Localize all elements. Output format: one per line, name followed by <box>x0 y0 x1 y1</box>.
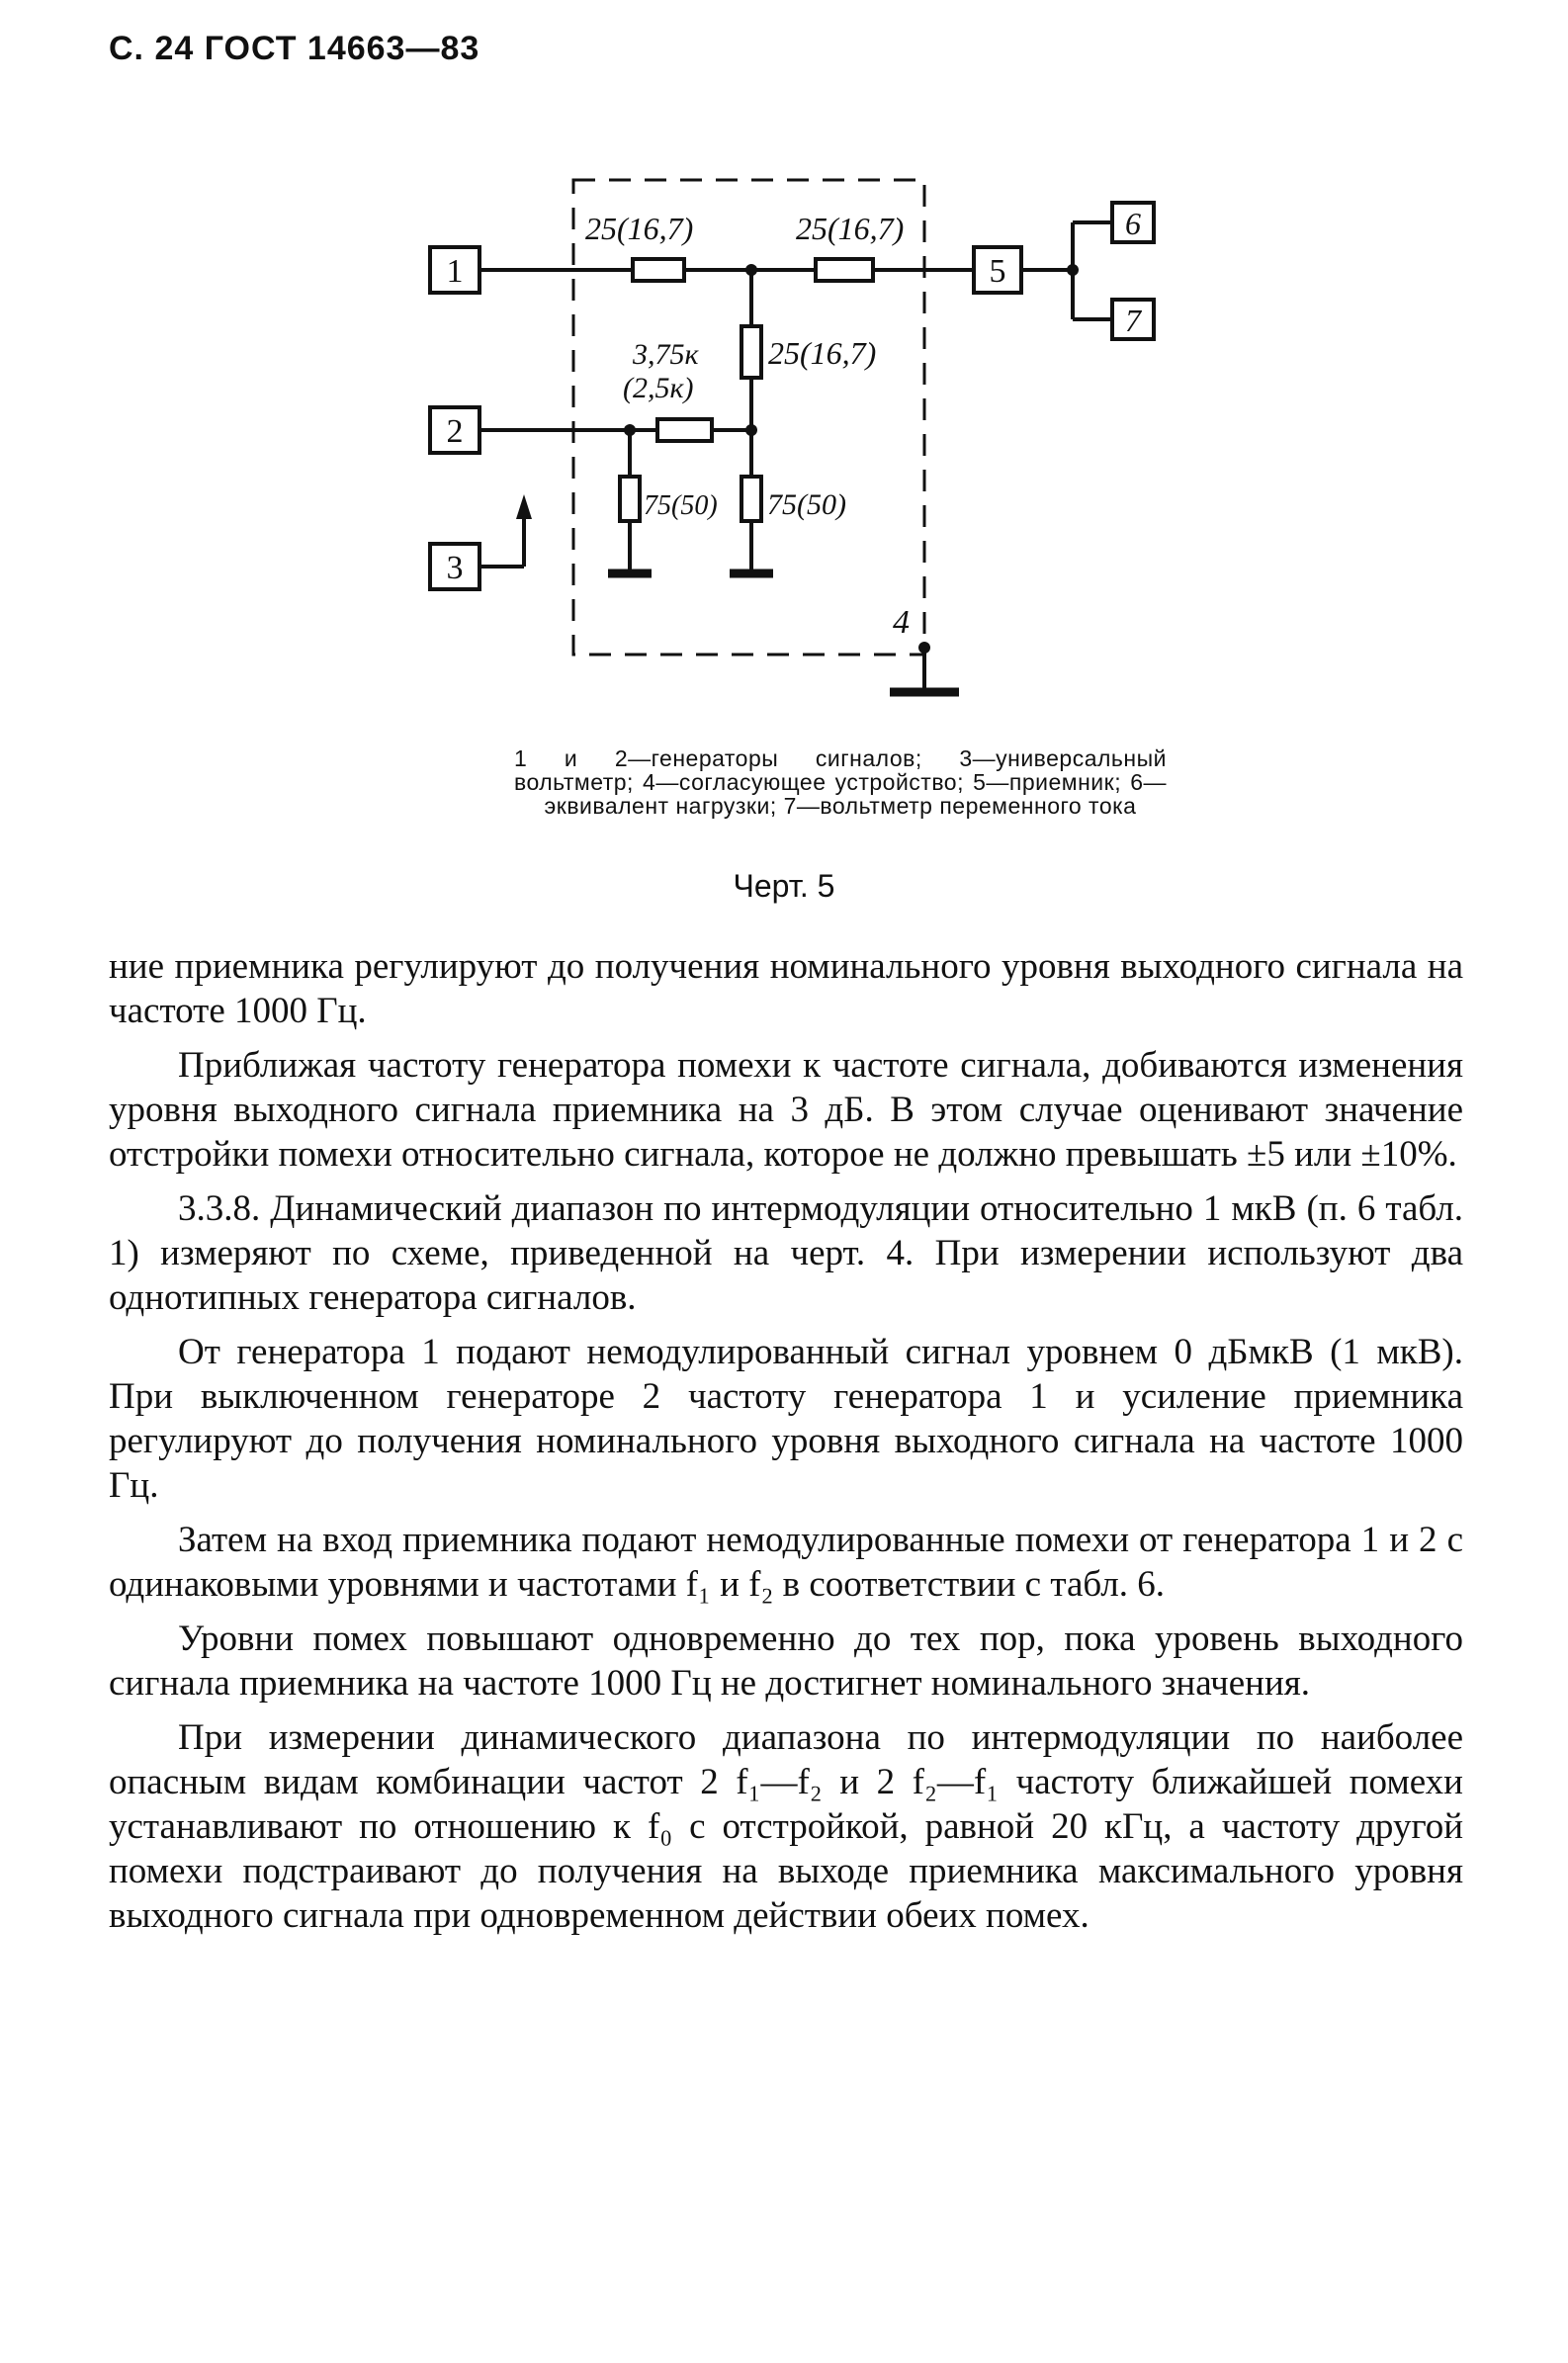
paragraph: Приближая частоту генератора помехи к частоте сигнала, добиваются изменения уровня выходного сигнала приемника на 3 дБ. В этом случае оценивают значение отстройки помехи относительно сигнала, которое не должно превышать ±5 или ±10%. <box>109 1045 1463 1175</box>
label-r-mid-value: 3,75к <box>633 338 699 371</box>
paragraph: Затем на вход приемника подают немодулированные помехи от генератора 1 и 2 с одинаковыми уровнями и частотами f₁ и f₂ в соответствии с табл. 6. <box>109 1520 1463 1605</box>
arrow-icon <box>516 494 532 519</box>
label-r-mid-alt: (2,5к) <box>623 372 694 404</box>
block-5-label: 5 <box>989 253 1006 290</box>
figure-title: Черт. 5 <box>733 868 835 904</box>
resistor-right-ground <box>741 477 761 521</box>
resistor-top-right <box>816 259 873 281</box>
block-2-label: 2 <box>446 413 464 450</box>
paragraph: От генератора 1 подают немодулированный сигнал уровнем 0 дБмкВ (1 мкВ). При выключенном генераторе 2 частоту генератора 1 и усиление приемника регулируют до получения номинального уровня выходного сигнала на частоте 1000 Гц. <box>109 1332 1463 1506</box>
label-r-right-ground: 75(50) <box>767 488 846 521</box>
resistor-top-left <box>633 259 684 281</box>
paragraph: ние приемника регулируют до получения номинального уровня выходного сигнала на частоте 1000 Гц. <box>109 946 1463 1031</box>
paragraph: При измерении динамического диапазона по интермодуляции по наиболее опасным видам комбинации частот 2 f₁—f₂ и 2 f₂—f₁ частоту ближайшей помехи устанавливают по отношению к f₀ с отстройкой, равной 20 кГц, а частоту другой помехи подстраивают до получения на выходе приемника максимального уровня выходного сигнала при одновременном действии обеих помех. <box>109 1717 1463 1936</box>
page-header: С. 24 ГОСТ 14663—83 <box>109 30 480 67</box>
label-r-left-ground: 75(50) <box>644 490 718 521</box>
device-4-enclosure <box>573 180 924 655</box>
resistor-left-ground <box>620 477 640 521</box>
block-1-label: 1 <box>446 253 464 290</box>
figure-caption: 1 и 2—генераторы сигналов; 3—универсальный вольтметр; 4—согласующее устройство; 5—приемник; 6—эквивалент нагрузки; 7—вольтметр переменного тока <box>514 745 1167 819</box>
label-r-top-left: 25(16,7) <box>585 211 694 246</box>
resistor-middle <box>657 419 712 441</box>
resistor-vertical <box>741 326 761 378</box>
block-6-label: 6 <box>1125 206 1141 241</box>
block-7-label: 7 <box>1125 303 1141 338</box>
label-r-top-right: 25(16,7) <box>796 211 905 246</box>
paragraph: 3.3.8. Динамический диапазон по интермодуляции относительно 1 мкВ (п. 6 табл. 1) измеряют по схеме, приведенной на черт. 4. При измерении используют два однотипных генератора сигналов. <box>109 1188 1463 1318</box>
paragraph: Уровни помех повышают одновременно до тех пор, пока уровень выходного сигнала приемника на частоте 1000 Гц не достигнет номинального значения. <box>109 1619 1463 1704</box>
circuit-diagram <box>0 0 1568 732</box>
block-3-label: 3 <box>446 550 464 586</box>
body-text <box>109 944 1463 1948</box>
label-r-vert: 25(16,7) <box>768 335 877 371</box>
label-device-4: 4 <box>893 604 910 641</box>
